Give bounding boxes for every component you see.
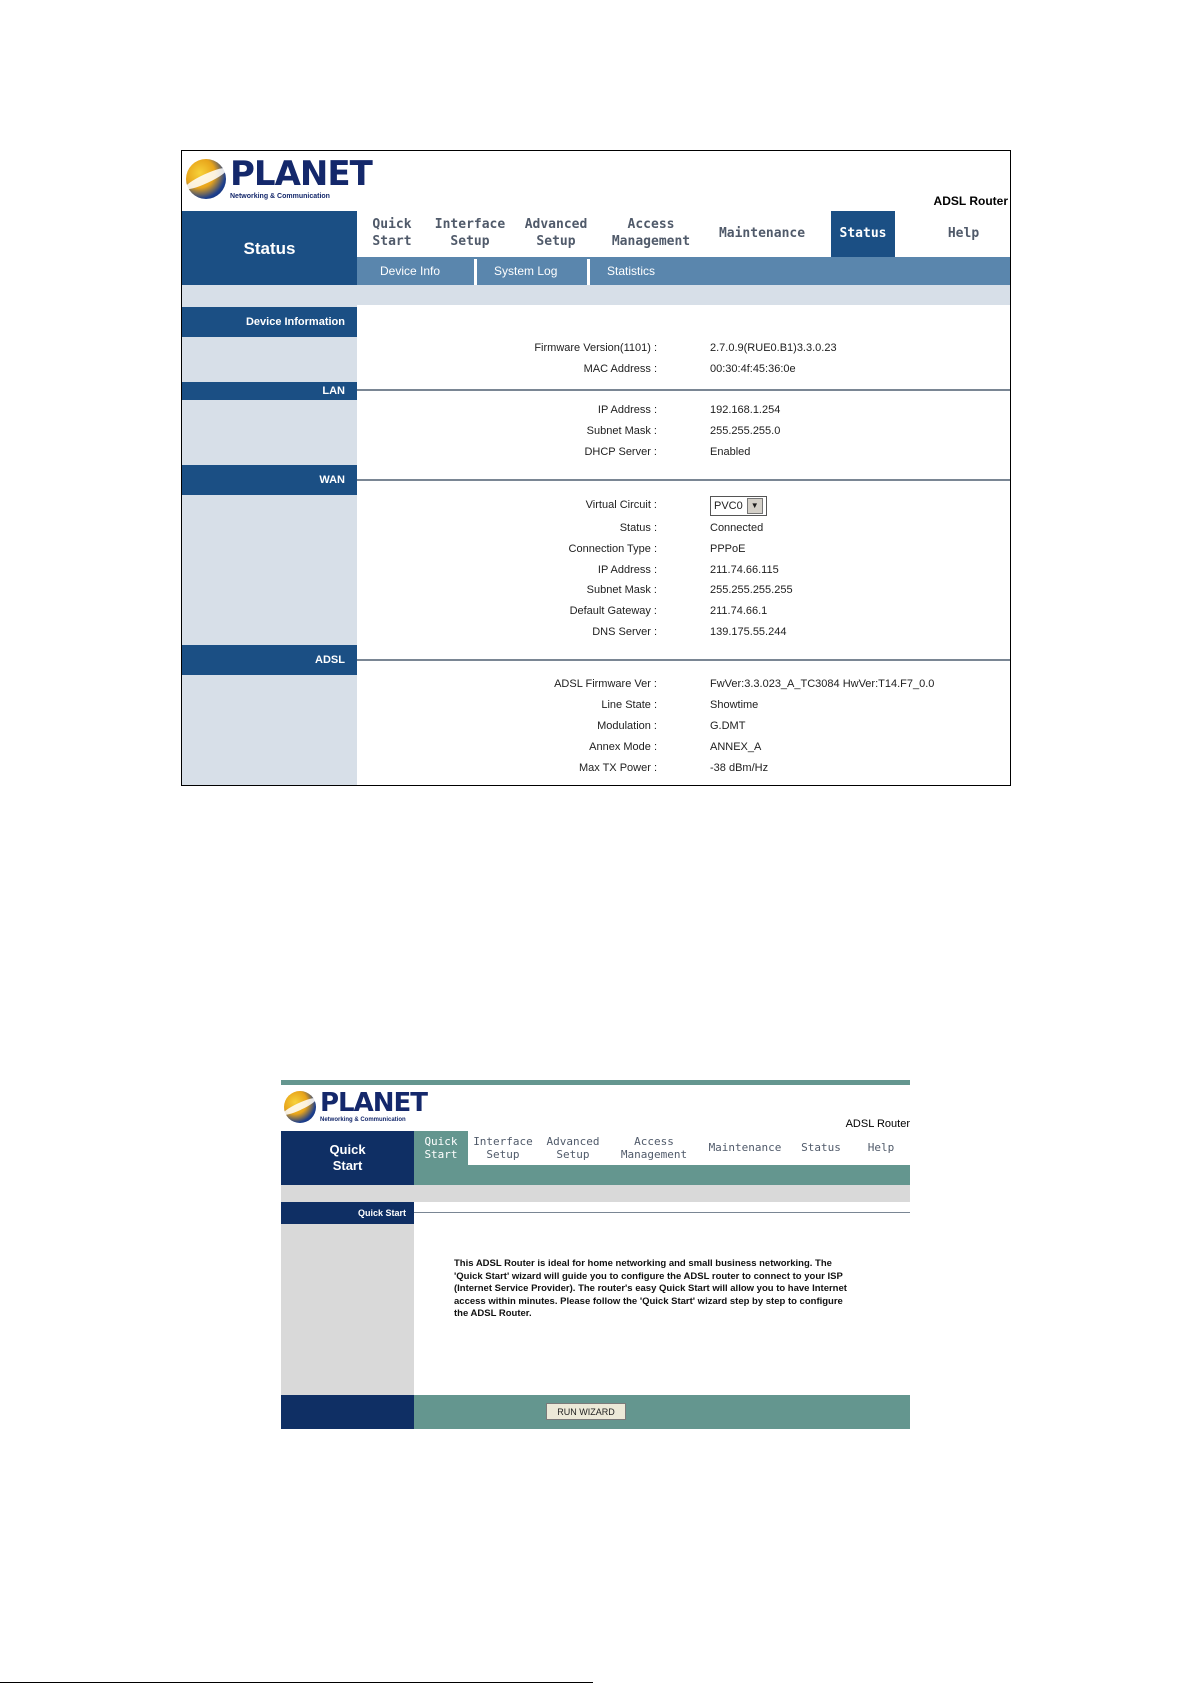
section-divider — [414, 1212, 910, 1213]
status-screenshot — [181, 150, 1011, 786]
tab-interface-setup[interactable]: Interface Setup — [434, 217, 506, 249]
virtual-circuit-row: Virtual Circuit : PVC0 ▼ — [357, 496, 1010, 516]
page-title: Quick Start — [281, 1131, 414, 1185]
info-row: Line State : Showtime — [601, 699, 759, 711]
dropdown-arrow-icon: ▼ — [747, 498, 763, 514]
tab-quick-start[interactable]: Quick Start — [414, 1131, 468, 1165]
main-nav — [357, 211, 1010, 257]
subtab-divider — [474, 259, 477, 285]
main-nav — [414, 1131, 910, 1165]
section-quick-start: Quick Start — [281, 1202, 414, 1224]
subtab-statistics[interactable]: Statistics — [607, 264, 656, 278]
info-row: ADSL Firmware Ver : FwVer:3.3.023_A_TC3084 HwVer:T14.F7_0.0 — [554, 678, 935, 690]
info-row: Modulation : G.DMT — [597, 720, 746, 732]
section-adsl: ADSL — [182, 645, 357, 675]
info-row: Max TX Power : -38 dBm/Hz — [578, 762, 769, 774]
intro-text: This ADSL Router is ideal for home networking and small business networking. The 'Quick Start' wizard will guide you to configure the ADSL router to connect to your ISP (Internet Service Provider). The router's easy Quick Start will allow you to have Internet access within minutes. Please follow the 'Quick Start' wizard step by step to configure the ADSL Router. — [454, 1258, 847, 1319]
info-row: Status : Connected — [619, 522, 764, 534]
globe-icon — [186, 159, 226, 199]
info-row: DNS Server : 139.175.55.244 — [592, 626, 787, 638]
info-row: IP Address : 192.168.1.254 — [597, 404, 781, 416]
logo-wordmark: PLANET — [230, 154, 372, 194]
logo-tagline: Networking & Communication — [320, 1117, 406, 1123]
section-divider — [357, 659, 1010, 661]
section-divider — [357, 479, 1010, 481]
top-accent-line — [281, 1080, 910, 1085]
sub-nav — [414, 1165, 910, 1185]
page-title: Status — [182, 211, 357, 286]
info-row: Annex Mode : ANNEX_A — [589, 741, 762, 753]
info-row: Subnet Mask : 255.255.255.0 — [586, 425, 781, 437]
planet-logo[interactable] — [284, 1090, 427, 1123]
tab-maintenance[interactable]: Maintenance — [718, 225, 806, 241]
tab-access-management[interactable]: Access Management — [620, 1134, 688, 1161]
info-row: IP Address : 211.74.66.115 — [597, 564, 779, 576]
section-lan: LAN — [182, 382, 357, 400]
tab-access-management[interactable]: Access Management — [611, 217, 691, 249]
logo-wordmark: PLANET — [320, 1088, 428, 1118]
footer-left — [281, 1395, 414, 1429]
tab-advanced-setup[interactable]: Advanced Setup — [524, 217, 588, 249]
subtab-system-log[interactable]: System Log — [494, 264, 558, 278]
tab-help[interactable]: Help — [867, 1141, 895, 1155]
info-row: Subnet Mask : 255.255.255.255 — [586, 584, 793, 596]
footer-bar — [414, 1395, 910, 1429]
subtab-device-info[interactable]: Device Info — [380, 264, 441, 278]
section-divider — [357, 389, 1010, 391]
virtual-circuit-select[interactable]: PVC0 ▼ — [710, 496, 767, 516]
planet-logo[interactable] — [186, 154, 372, 200]
globe-icon — [284, 1091, 316, 1123]
info-row: Firmware Version(1101) : 2.7.0.9(RUE0.B1)3.3.0.23 — [534, 342, 837, 354]
quick-start-screenshot — [281, 1080, 910, 1429]
spacer-band — [182, 285, 1010, 305]
footnote-rule — [0, 1682, 593, 1683]
tab-status[interactable]: Status — [801, 1141, 841, 1155]
product-name: ADSL Router — [845, 1118, 910, 1130]
product-name: ADSL Router — [933, 194, 1008, 208]
sub-nav — [357, 257, 1010, 285]
tab-maintenance[interactable]: Maintenance — [708, 1141, 782, 1155]
info-row: DHCP Server : Enabled — [584, 446, 751, 458]
run-wizard-button[interactable]: RUN WIZARD — [546, 1403, 626, 1420]
info-row: Default Gateway : 211.74.66.1 — [569, 605, 768, 617]
tab-quick-start[interactable]: Quick Start — [372, 217, 412, 249]
info-row: MAC Address : 00:30:4f:45:36:0e — [583, 363, 796, 375]
sidebar — [281, 1202, 414, 1395]
tab-interface-setup[interactable]: Interface Setup — [473, 1134, 533, 1161]
tab-status[interactable]: Status — [831, 211, 895, 257]
info-row: Connection Type : PPPoE — [568, 543, 746, 555]
spacer-band — [281, 1185, 910, 1202]
section-wan: WAN — [182, 465, 357, 495]
tab-advanced-setup[interactable]: Advanced Setup — [546, 1134, 600, 1161]
section-device-information: Device Information — [182, 307, 357, 337]
subtab-divider — [587, 259, 590, 285]
tab-help[interactable]: Help — [947, 225, 980, 241]
logo-tagline: Networking & Communication — [230, 193, 330, 200]
